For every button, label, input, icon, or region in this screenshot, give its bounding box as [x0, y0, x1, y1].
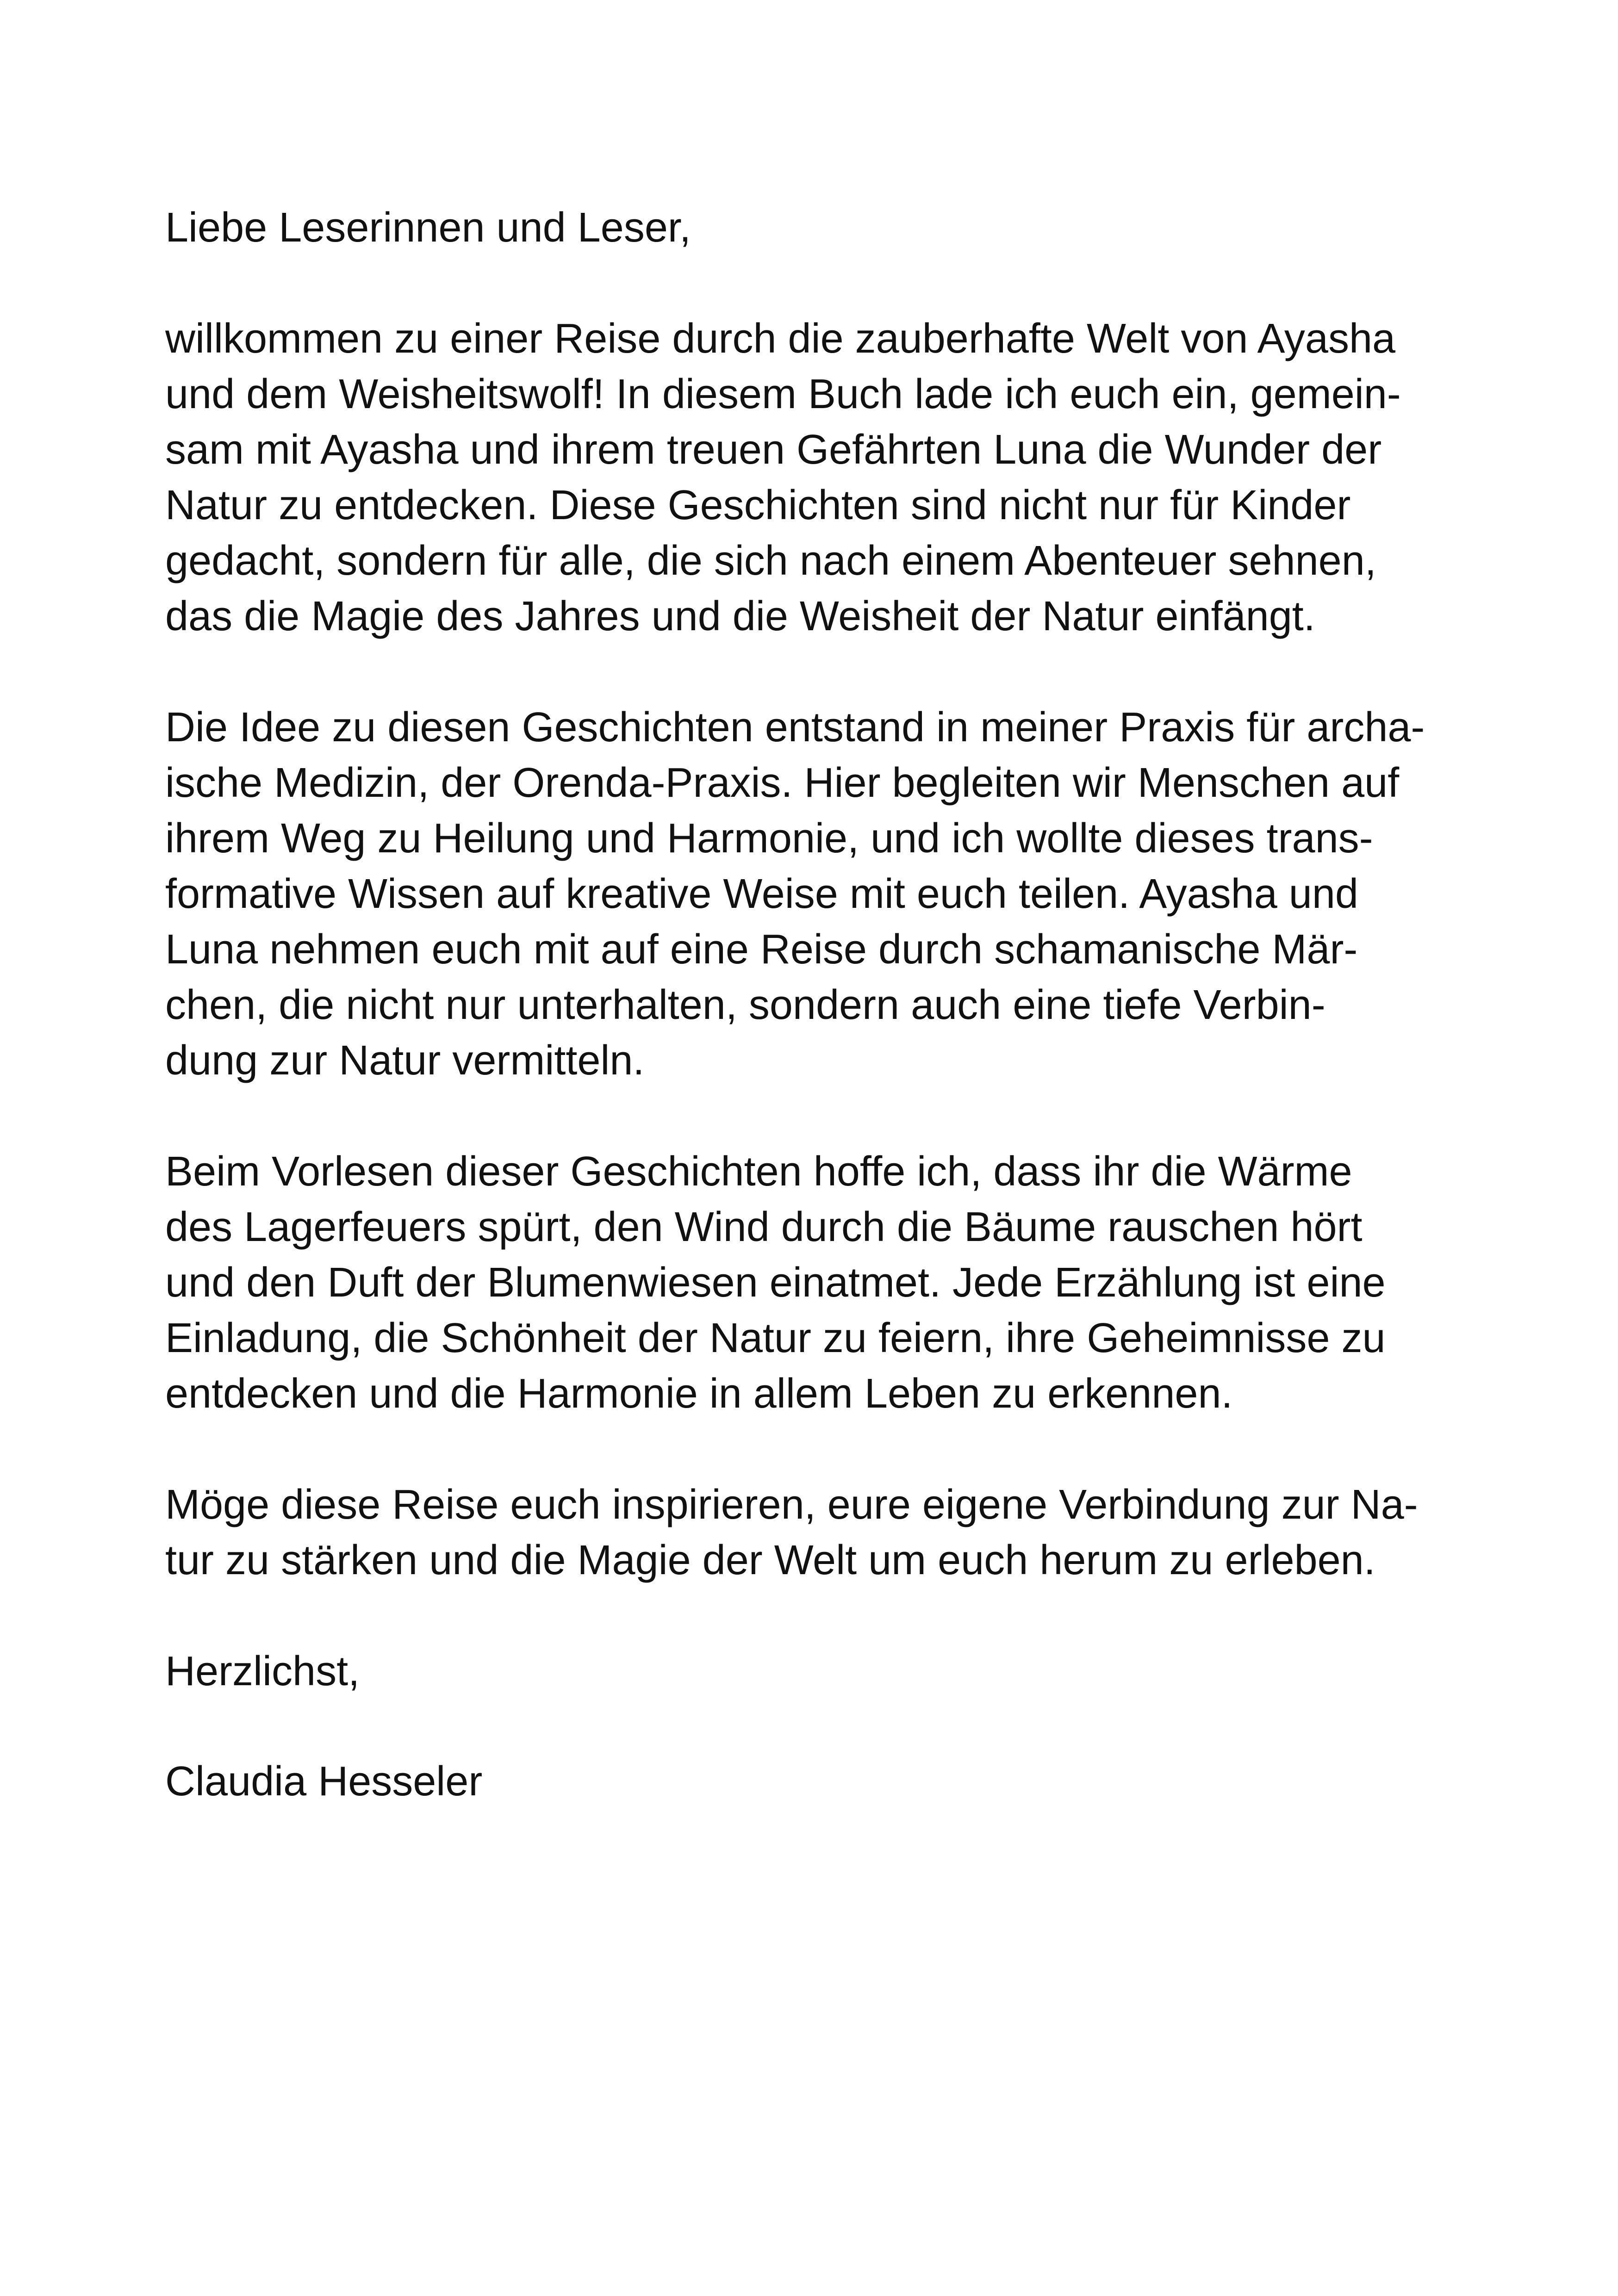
salutation: Liebe Leserinnen und Leser,: [165, 205, 691, 251]
paragraph-line: ihrem Weg zu Heilung und Harmonie, und ich wollte dieses trans-: [165, 815, 1373, 862]
paragraph-line: entdecken und die Harmonie in allem Leben zu erkennen.: [165, 1371, 1233, 1417]
paragraph-line: sam mit Ayasha und ihrem treuen Gefährten Luna die Wunder der: [165, 427, 1382, 473]
paragraph-line: formative Wissen auf kreative Weise mit euch teilen. Ayasha und: [165, 871, 1358, 917]
signature-block: [165, 1754, 1489, 1809]
salutation-block: [165, 200, 1489, 255]
paragraph-line: Möge diese Reise euch inspirieren, eure eigene Verbindung zur Na-: [165, 1482, 1418, 1528]
paragraph-line: Beim Vorlesen dieser Geschichten hoffe ich, dass ihr die Wärme: [165, 1148, 1352, 1195]
paragraph-line: chen, die nicht nur unterhalten, sondern auch eine tiefe Verbin-: [165, 982, 1326, 1028]
paragraph-2: [165, 700, 1489, 1088]
paragraph-4: [165, 1477, 1489, 1588]
closing-block: [165, 1644, 1489, 1699]
paragraph-line: Luna nehmen euch mit auf eine Reise durch schamanische Mär-: [165, 926, 1358, 973]
signature: Claudia Hesseler: [165, 1758, 483, 1805]
paragraph-1: [165, 311, 1489, 644]
closing: Herzlichst,: [165, 1648, 360, 1694]
paragraph-line: dung zur Natur vermitteln.: [165, 1037, 645, 1084]
paragraph-line: ische Medizin, der Orenda-Praxis. Hier begleiten wir Menschen auf: [165, 760, 1400, 806]
paragraph-line: des Lagerfeuers spürt, den Wind durch die Bäume rauschen hört: [165, 1204, 1363, 1250]
paragraph-3: [165, 1144, 1489, 1421]
paragraph-line: und dem Weisheitswolf! In diesem Buch lade ich euch ein, gemein-: [165, 371, 1401, 417]
paragraph-line: das die Magie des Jahres und die Weisheit der Natur einfängt.: [165, 593, 1315, 639]
paragraph-line: Die Idee zu diesen Geschichten entstand in meiner Praxis für archa-: [165, 704, 1425, 751]
letter-body: [165, 200, 1489, 1809]
paragraph-line: Natur zu entdecken. Diese Geschichten sind nicht nur für Kinder: [165, 482, 1351, 528]
paragraph-line: tur zu stärken und die Magie der Welt um euch herum zu erleben.: [165, 1537, 1375, 1583]
paragraph-line: und den Duft der Blumenwiesen einatmet. Jede Erzählung ist eine: [165, 1260, 1386, 1306]
paragraph-line: gedacht, sondern für alle, die sich nach einem Abenteuer sehnen,: [165, 538, 1376, 584]
paragraph-line: willkommen zu einer Reise durch die zauberhafte Welt von Ayasha: [165, 316, 1396, 362]
paragraph-line: Einladung, die Schönheit der Natur zu feiern, ihre Geheimnisse zu: [165, 1315, 1386, 1361]
